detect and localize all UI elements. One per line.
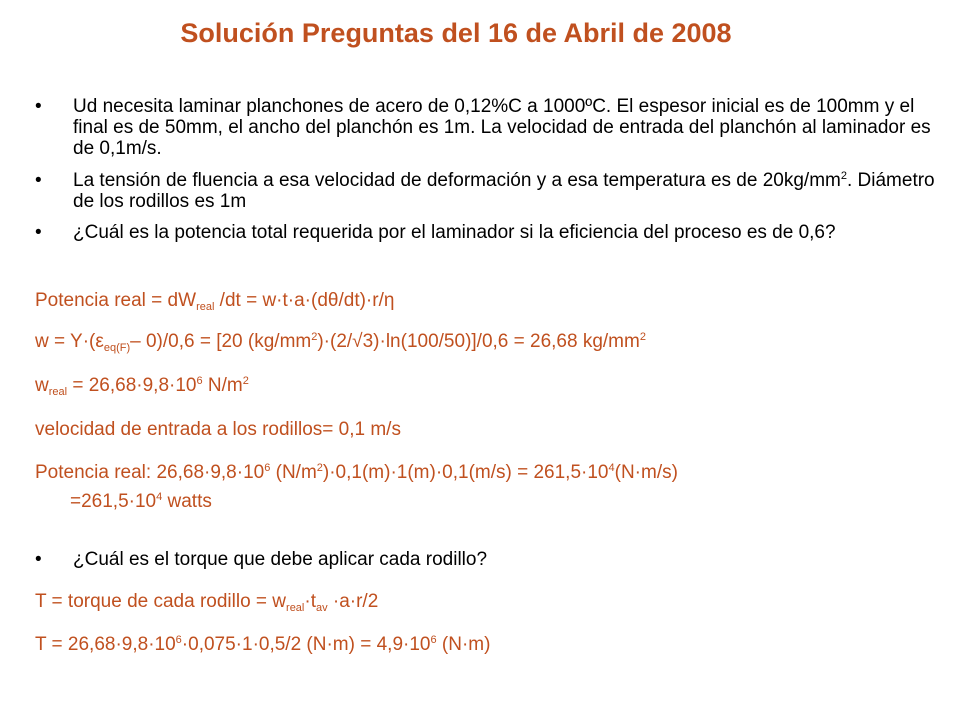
bullet-question-torque bbox=[35, 549, 953, 570]
bullet-question-power bbox=[35, 222, 953, 243]
bullet-text: Ud necesita laminar planchones de acero de 0,12%C a 1000ºC. El espesor inicial es de 100mm y el final es de 50mm, el ancho del planchón es 1m. La velocidad de entrada del planchón al laminador es de 0,1m/s. bbox=[73, 96, 931, 159]
equation-w-real: $w_{real} = 26,68\cdot 9,8\cdot 10^6$ $N/m^2$ bbox=[35, 375, 249, 398]
bullet-symbol: • bbox=[35, 549, 42, 570]
bullet-symbol: • bbox=[35, 222, 42, 243]
bullet-text: La tensión de fluencia a esa velocidad de deformación y a esa temperatura es de $20kg/mm^2$. Diámetro de los rodillos es 1m bbox=[73, 170, 935, 212]
equation-torque-result: $T = 26,68\cdot 9,8\cdot 10^6\cdot 0,075\cdot 1\cdot 0,5/2$ $(N\cdot m) = 4,9\cdot 10^6$ (N·m) bbox=[35, 634, 491, 655]
equation-work: $w = Y\cdot(\varepsilon_{eq(F)}-$ 0)/0,6 = [20 $(kg/mm^2)\cdot(2/√3)\cdot\ln(100/50)]/0,6 = 26,68$ $kg/mm^2$ bbox=[35, 331, 646, 354]
bullet-text: ¿Cuál es el torque que debe aplicar cada rodillo? bbox=[73, 549, 488, 570]
bullet-text: ¿Cuál es la potencia total requerida por el laminador si la eficiencia del proceso es de 0,6? bbox=[73, 222, 836, 243]
page-title: Solución Preguntas del 16 de Abril de 2008 bbox=[180, 18, 732, 48]
bullet-yield-stress bbox=[35, 170, 953, 212]
bullet-problem-statement bbox=[35, 96, 953, 159]
equation-entry-speed: velocidad de entrada a los rodillos= 0,1 m/s bbox=[35, 419, 401, 440]
bullet-symbol: • bbox=[35, 170, 42, 191]
equation-torque-definition: T = torque de cada rodillo = $w_{real}\cdot t_{av} \cdot a\cdot r/2$ bbox=[35, 591, 379, 614]
equation-power-result: Potencia real: $26,68\cdot 9,8\cdot 10^6$ $(N/m^2)\cdot 0,1(m)\cdot 1(m)\cdot 0,1(m/s) = 261,5\cdot 10^4(N\cdot m/s)$ $=261,5\cdot 10^4$ watts bbox=[35, 462, 678, 512]
bullet-symbol: • bbox=[35, 96, 42, 117]
equation-real-power: Potencia real = $dW_{real}$ /dt = w·t·a·(dθ/dt)·r/η bbox=[35, 290, 395, 313]
